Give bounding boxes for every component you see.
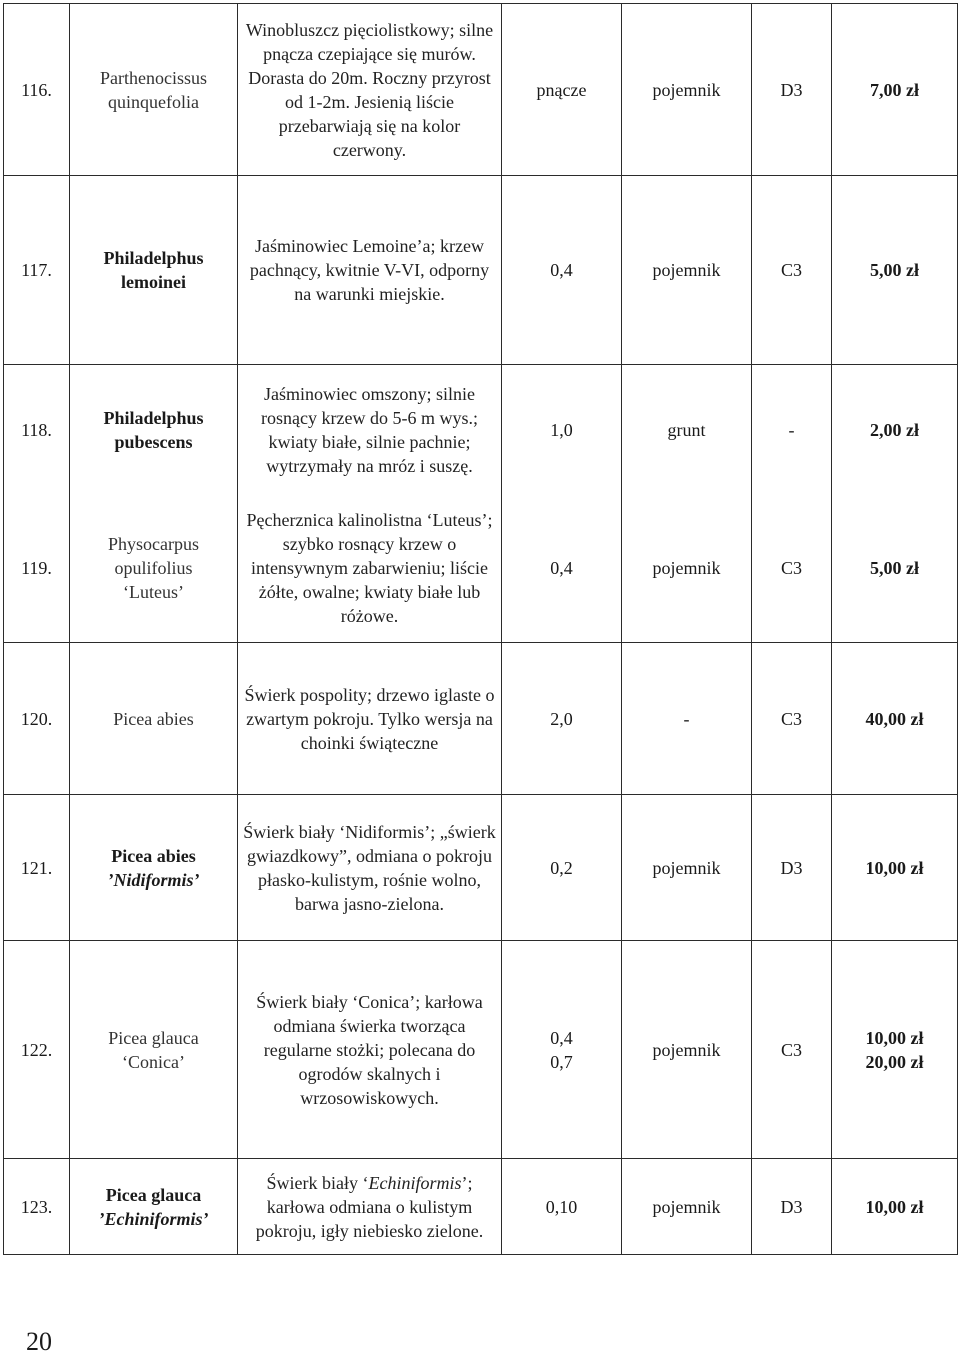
container-type: pojemnik bbox=[622, 941, 752, 1159]
latin-name bbox=[70, 795, 238, 941]
container-type: pojemnik bbox=[622, 1159, 752, 1255]
latin-name-line: Picea abies bbox=[111, 845, 196, 866]
container-type: pojemnik bbox=[622, 4, 752, 176]
description-cultivar: Echiniformis bbox=[368, 1172, 462, 1193]
container-type: grunt bbox=[622, 365, 752, 495]
container-size: C3 bbox=[752, 176, 832, 365]
container-type: pojemnik bbox=[622, 176, 752, 365]
table-row bbox=[4, 643, 958, 795]
height-value: 2,0 bbox=[502, 643, 622, 795]
table-row bbox=[4, 1159, 958, 1255]
height-option: 0,4 bbox=[550, 1027, 573, 1048]
table-row bbox=[4, 795, 958, 941]
container-size: D3 bbox=[752, 1159, 832, 1255]
row-number: 119. bbox=[4, 495, 70, 643]
height-value: pnącze bbox=[502, 4, 622, 176]
container-size: C3 bbox=[752, 495, 832, 643]
description-text: ’; karłowa odmiana o kulistym pokroju, igły niebiesko zielone. bbox=[255, 1172, 484, 1241]
latin-name bbox=[70, 495, 238, 643]
latin-name: Philadelphus lemoinei bbox=[70, 176, 238, 365]
row-number: 121. bbox=[4, 795, 70, 941]
row-number: 116. bbox=[4, 4, 70, 176]
cultivar-name: ’Nidiformis’ bbox=[107, 869, 200, 890]
table-row bbox=[4, 495, 958, 643]
price: 5,00 zł bbox=[832, 176, 958, 365]
price: 5,00 zł bbox=[832, 495, 958, 643]
description: Świerk pospolity; drzewo iglaste o zwartym pokroju. Tylko wersja na choinki świąteczne bbox=[238, 643, 502, 795]
height-value: 0,4 bbox=[502, 176, 622, 365]
price bbox=[832, 941, 958, 1159]
container-type: pojemnik bbox=[622, 495, 752, 643]
price: 10,00 zł bbox=[832, 1159, 958, 1255]
height-value bbox=[502, 941, 622, 1159]
row-number: 120. bbox=[4, 643, 70, 795]
plant-catalog-table bbox=[3, 3, 958, 1255]
latin-name-line: Physocarpus opulifolius bbox=[108, 534, 199, 579]
container-type: pojemnik bbox=[622, 795, 752, 941]
row-number: 117. bbox=[4, 176, 70, 365]
height-option: 0,7 bbox=[550, 1051, 573, 1072]
price-option: 20,00 zł bbox=[865, 1051, 924, 1072]
container-size: - bbox=[752, 365, 832, 495]
latin-name: Philadelphus pubescens bbox=[70, 365, 238, 495]
container-type: - bbox=[622, 643, 752, 795]
description: Świerk biały ‘Nidiformis’; „świerk gwiazdkowy”, odmiana o pokroju płasko-kulistym, rośnie wolno, barwa jasno-zielona. bbox=[238, 795, 502, 941]
latin-name-line: Picea glauca bbox=[108, 1027, 199, 1048]
description: Pęcherznica kalinolistna ‘Luteus’; szybko rosnący krzew o intensywnym zabarwieniu; liście żółte, owalne; kwiaty białe lub różowe. bbox=[238, 495, 502, 643]
row-number: 118. bbox=[4, 365, 70, 495]
cultivar-name: ‘Luteus’ bbox=[123, 582, 184, 603]
table-row bbox=[4, 941, 958, 1159]
cultivar-name: ’Echiniformis’ bbox=[98, 1208, 209, 1229]
description: Jaśminowiec Lemoine’a; krzew pachnący, kwitnie V-VI, odporny na warunki miejskie. bbox=[238, 176, 502, 365]
row-number: 122. bbox=[4, 941, 70, 1159]
table-row bbox=[4, 365, 958, 495]
price: 10,00 zł bbox=[832, 795, 958, 941]
price: 7,00 zł bbox=[832, 4, 958, 176]
container-size: C3 bbox=[752, 643, 832, 795]
container-size: C3 bbox=[752, 941, 832, 1159]
latin-name: Parthenocissus quinquefolia bbox=[70, 4, 238, 176]
latin-name bbox=[70, 941, 238, 1159]
description: Jaśminowiec omszony; silnie rosnący krzew do 5-6 m wys.; kwiaty białe, silnie pachnie; wytrzymały na mróz i suszę. bbox=[238, 365, 502, 495]
page-number: 20 bbox=[26, 1327, 52, 1356]
container-size: D3 bbox=[752, 4, 832, 176]
price-option: 10,00 zł bbox=[865, 1027, 924, 1048]
price: 2,00 zł bbox=[832, 365, 958, 495]
height-value: 0,10 bbox=[502, 1159, 622, 1255]
table-row bbox=[4, 176, 958, 365]
latin-name-line: Picea glauca bbox=[105, 1184, 202, 1205]
price: 40,00 zł bbox=[832, 643, 958, 795]
height-value: 0,2 bbox=[502, 795, 622, 941]
height-value: 1,0 bbox=[502, 365, 622, 495]
cultivar-name: ‘Conica’ bbox=[122, 1051, 185, 1072]
row-number: 123. bbox=[4, 1159, 70, 1255]
description-text: Świerk biały ‘ bbox=[266, 1172, 369, 1193]
description: Winobluszcz pięciolistkowy; silne pnącza czepiające się murów. Dorasta do 20m. Roczny przyrost od 1-2m. Jesienią liście przebarwiają się na kolor czerwony. bbox=[238, 4, 502, 176]
latin-name bbox=[70, 1159, 238, 1255]
height-value: 0,4 bbox=[502, 495, 622, 643]
description bbox=[238, 1159, 502, 1255]
description: Świerk biały ‘Conica’; karłowa odmiana świerka tworząca regularne stożki; polecana do ogrodów skalnych i wrzosowiskowych. bbox=[238, 941, 502, 1159]
container-size: D3 bbox=[752, 795, 832, 941]
table-row bbox=[4, 4, 958, 176]
latin-name: Picea abies bbox=[70, 643, 238, 795]
